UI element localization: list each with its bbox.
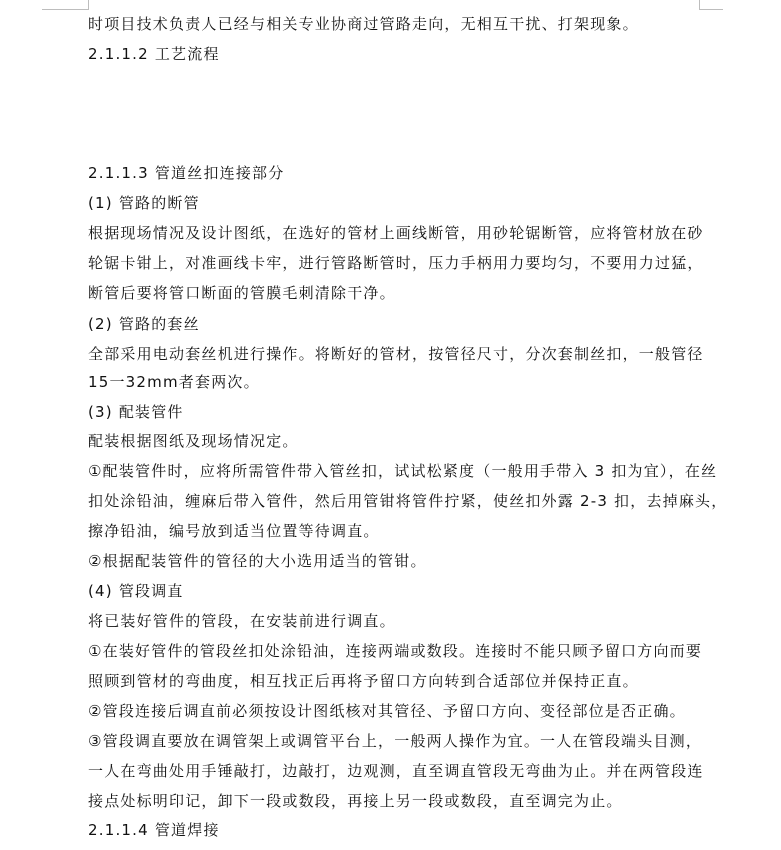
- page-corner-mark-top-left: [42, 0, 89, 10]
- paragraph-line: 轮锯卡钳上，对准画线卡牢，进行管路断管时，压力手柄用力要均匀，不要用力过猛，: [88, 254, 704, 272]
- paragraph-line: ①在装好管件的管段丝扣处涂铅油，连接两端或数段。连接时不能只顾予留口方向而要: [88, 642, 703, 660]
- paragraph-line: 一人在弯曲处用手锤敲打，边敲打，边观测，直至调直管段无弯曲为止。并在两管段连: [88, 762, 704, 780]
- subheading-pipe-threading: (2) 管路的套丝: [88, 315, 200, 333]
- paragraph-line: ①配装管件时，应将所需管件带入管丝扣，试试松紧度（一般用手带入 3 扣为宜），在丝: [88, 462, 718, 480]
- paragraph-continuation: 时项目技术负责人已经与相关专业协商过管路走向，无相互干扰、打架现象。: [88, 15, 639, 33]
- paragraph-line: 全部采用电动套丝机进行操作。将断好的管材，按管径尺寸，分次套制丝扣，一般管径: [88, 345, 704, 363]
- subheading-pipe-straightening: (4) 管段调直: [88, 582, 184, 600]
- section-heading-2-1-1-3: 2.1.1.3 管道丝扣连接部分: [88, 164, 285, 182]
- paragraph-line: 根据现场情况及设计图纸，在选好的管材上画线断管，用砂轮锯断管，应将管材放在砂: [88, 224, 704, 242]
- paragraph-line: 擦净铅油，编号放到适当位置等待调直。: [88, 522, 380, 540]
- paragraph-line: 将已装好管件的管段，在安装前进行调直。: [88, 612, 396, 630]
- paragraph-line: ③管段调直要放在调管架上或调管平台上，一般两人操作为宜。一人在管段端头目测，: [88, 732, 703, 750]
- page-corner-mark-top-right: [699, 0, 723, 10]
- paragraph-line: 扣处涂铅油，缠麻后带入管件，然后用管钳将管件拧紧，使丝扣外露 2-3 扣，去掉麻头，: [88, 492, 728, 510]
- paragraph-line: 照顾到管材的弯曲度，相互找正后再将予留口方向转到合适部位并保持正直。: [88, 672, 639, 690]
- section-heading-2-1-1-4: 2.1.1.4 管道焊接: [88, 821, 220, 839]
- section-heading-2-1-1-2: 2.1.1.2 工艺流程: [88, 45, 220, 63]
- paragraph-line: 断管后要将管口断面的管膜毛刺清除干净。: [88, 284, 396, 302]
- paragraph-line: 接点处标明印记，卸下一段或数段，再接上另一段或数段，直至调完为止。: [88, 792, 623, 810]
- paragraph-line: ②管段连接后调直前必须按设计图纸核对其管径、予留口方向、变径部位是否正确。: [88, 702, 686, 720]
- paragraph-line: 15一32mm者套两次。: [88, 373, 260, 391]
- subheading-pipe-cutting: (1) 管路的断管: [88, 194, 200, 212]
- paragraph-line: ②根据配装管件的管径的大小选用适当的管钳。: [88, 552, 427, 570]
- paragraph-line: 配装根据图纸及现场情况定。: [88, 432, 299, 450]
- subheading-fitting-assembly: (3) 配装管件: [88, 403, 184, 421]
